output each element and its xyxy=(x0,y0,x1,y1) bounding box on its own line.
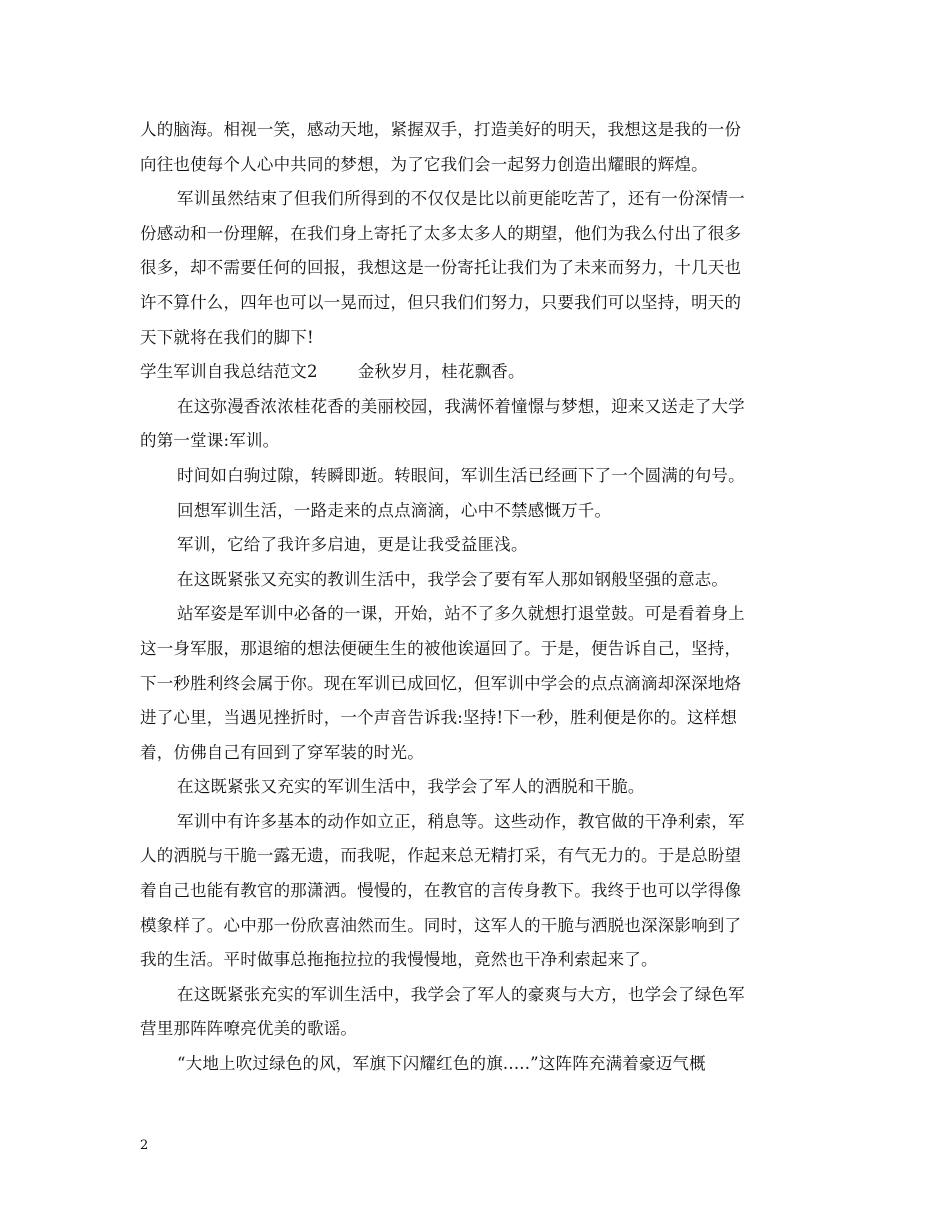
text-line: 我的生活。平时做事总拖拖拉拉的我慢慢地，竟然也干净利索起来了。 xyxy=(140,950,658,970)
text-line: 在这既紧张又充实的军训生活中，我学会了军人的洒脱和干脆。 xyxy=(177,777,645,797)
text-line: 模象样了。心中那一份欣喜油然而生。同时，这军人的干脆与洒脱也深深影响到了 xyxy=(140,915,742,935)
text-line: 人的脑海。相视一笑，感动天地，紧握双手，打造美好的明天，我想这是我的一份 xyxy=(140,120,742,139)
document-body xyxy=(140,113,812,1082)
text-line: 人的洒脱与干脆一露无遗，而我呢，作起来总无精打采，有气无力的。于是总盼望 xyxy=(140,846,742,866)
heading-title: 学生军训自我总结范文2 xyxy=(140,362,318,382)
text-line: 营里那阵阵嘹亮优美的歌谣。 xyxy=(140,1019,358,1039)
text-line: 着，仿佛自己有回到了穿军装的时光。 xyxy=(140,742,424,762)
text-line: 天下就将在我们的脚下! xyxy=(140,327,314,347)
text-line: 很多，却不需要任何的回报，我想这是一份寄托让我们为了未来而努力，十几天也 xyxy=(140,258,742,278)
text-line: 时间如白驹过隙，转瞬即逝。转眼间，军训生活已经画下了一个圆满的句号。 xyxy=(177,465,745,485)
text-line: 着自己也能有教官的那潇洒。慢慢的，在教官的言传身教下。我终于也可以学得像 xyxy=(140,881,742,901)
section-heading xyxy=(140,355,812,390)
text-line: 这一身军服，那退缩的想法便硬生生的被他诶逼回了。于是，便告诉自己，坚持， xyxy=(140,638,742,658)
paragraph-block-after xyxy=(140,390,812,1082)
text-line: 站军姿是军训中必备的一课，开始，站不了多久就想打退堂鼓。可是看着身上 xyxy=(177,604,745,624)
text-line: 许不算什么，四年也可以一晃而过，但只我们们努力，只要我们可以坚持，明天的 xyxy=(140,292,742,312)
text-line: 进了心里，当遇见挫折时，一个声音告诉我:坚持!下一秒，胜利便是你的。这样想 xyxy=(140,708,738,728)
text-line: 在这既紧张又充实的教训生活中，我学会了要有军人那如钢般坚强的意志。 xyxy=(177,569,729,589)
heading-subtitle: 金秋岁月，桂花飘香。 xyxy=(357,362,525,382)
text-line: 在这既紧张充实的军训生活中，我学会了军人的豪爽与大方，也学会了绿色军 xyxy=(177,984,745,1004)
text-line: 军训虽然结束了但我们所得到的不仅仅是比以前更能吃苦了，还有一份深情一 xyxy=(177,189,745,209)
text-line: 份感动和一份理解，在我们身上寄托了太多太多人的期望，他们为我么付出了很多 xyxy=(140,223,742,243)
paragraph-block-before xyxy=(140,113,812,355)
page-number: 2 xyxy=(140,1138,149,1153)
text-line: 回想军训生活，一路走来的点点滴滴，心中不禁感慨万千。 xyxy=(177,500,612,520)
text-line: 的第一堂课:军训。 xyxy=(140,431,280,451)
text-line: 军训中有许多基本的动作如立正，稍息等。这些动作，教官做的干净利索，军 xyxy=(177,811,745,831)
text-line: 向往也使每个人心中共同的梦想，为了它我们会一起努力创造出耀眼的辉煌。 xyxy=(140,154,708,174)
text-line: 军训，它给了我许多启迪，更是让我受益匪浅。 xyxy=(177,535,528,555)
text-line: 下一秒胜利终会属于你。现在军训已成回忆，但军训中学会的点点滴滴却深深地烙 xyxy=(140,673,742,693)
text-line: “大地上吹过绿色的风，军旗下闪耀红色的旗.....”这阵阵充满着豪迈气概 xyxy=(177,1054,706,1074)
text-line: 在这弥漫香浓浓桂花香的美丽校园，我满怀着憧憬与梦想，迎来又送走了大学 xyxy=(177,396,745,416)
